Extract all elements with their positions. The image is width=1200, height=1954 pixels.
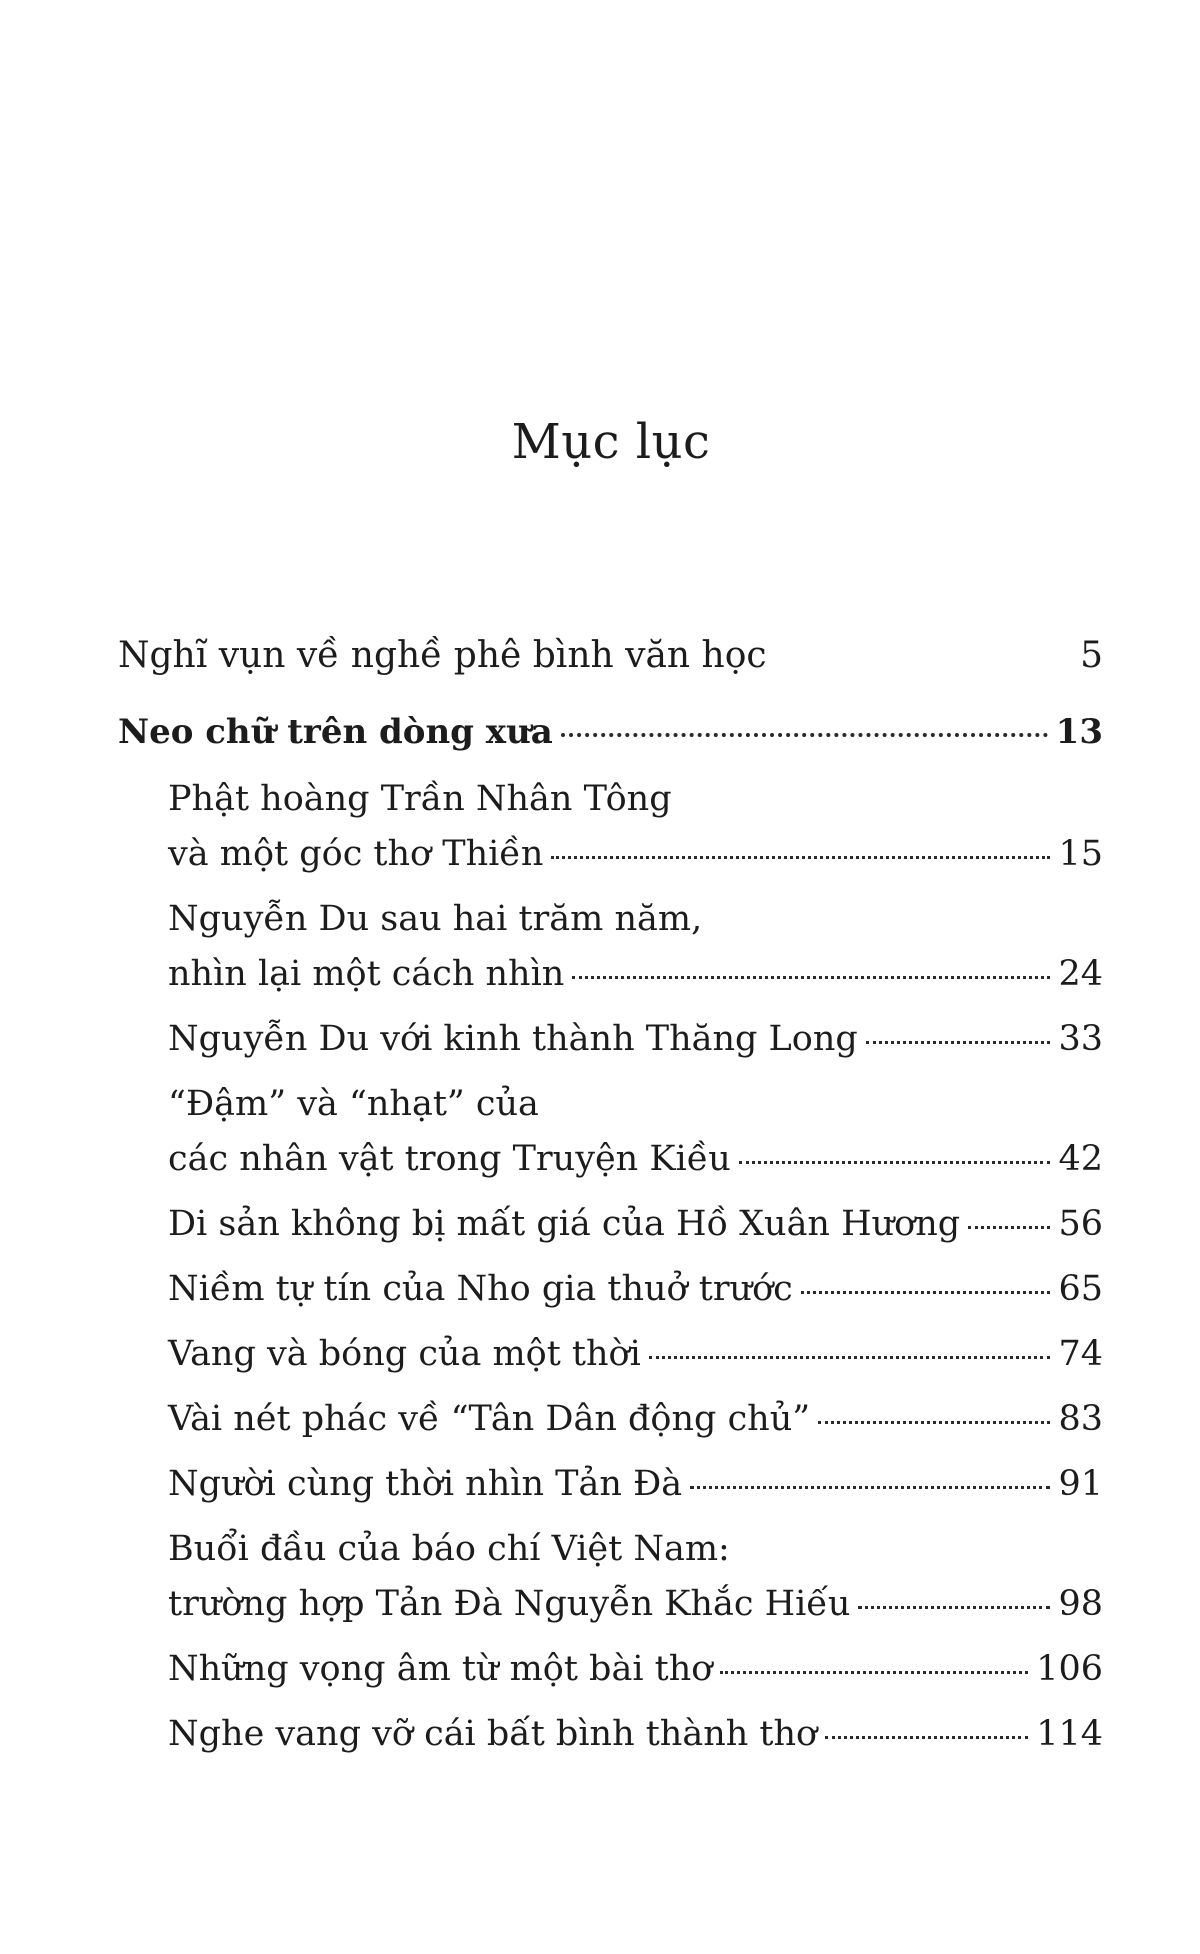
dot-leader	[866, 1041, 1051, 1044]
dot-leader	[649, 1356, 1051, 1359]
toc-entry-title: Người cùng thời nhìn Tản Đà	[168, 1464, 683, 1504]
dot-leader	[739, 1161, 1051, 1164]
dot-leader	[690, 1486, 1050, 1489]
toc-entry-title: trường hợp Tản Đà Nguyễn Khắc Hiếu	[168, 1584, 851, 1624]
toc-entry-line	[168, 947, 1103, 1002]
toc-entry-title: Niềm tự tín của Nho gia thuở trước	[168, 1269, 793, 1309]
toc-entry	[118, 1012, 1103, 1067]
toc-entry	[118, 1197, 1103, 1252]
toc-entry-line	[168, 1642, 1103, 1697]
dot-leader	[818, 1421, 1050, 1424]
toc-page-number: 91	[1058, 1464, 1103, 1504]
toc-entry-title: Vài nét phác về “Tân Dân động chủ”	[168, 1399, 811, 1439]
dot-leader	[572, 976, 1050, 979]
toc-entry	[118, 1707, 1103, 1762]
toc-entry	[118, 705, 1103, 760]
toc-entry-title: Nguyễn Du sau hai trăm năm,	[168, 899, 703, 939]
toc-entry-title: Di sản không bị mất giá của Hồ Xuân Hương	[168, 1204, 961, 1244]
toc-entry-title: và một góc thơ Thiền	[168, 834, 544, 874]
toc-entry-title: Nghĩ vụn về nghề phê bình văn học	[118, 635, 767, 676]
toc-entry-line	[168, 1327, 1103, 1382]
toc-page-number: 74	[1058, 1334, 1103, 1374]
page-title: Mục lục	[511, 414, 711, 470]
dot-leader	[968, 1226, 1050, 1229]
toc-page-number: 106	[1036, 1649, 1103, 1689]
toc-entry	[118, 1642, 1103, 1697]
toc-entry-line	[168, 1457, 1103, 1512]
toc-entry-line	[168, 1392, 1103, 1447]
dot-leader	[720, 1671, 1028, 1674]
toc-entry-line	[168, 1197, 1103, 1252]
dot-leader	[825, 1736, 1028, 1739]
toc-page-number: 24	[1058, 954, 1103, 994]
toc-entry-title: Phật hoàng Trần Nhân Tông	[168, 779, 672, 819]
toc-entry-title: “Đậm” và “nhạt” của	[168, 1084, 539, 1124]
toc-entry-line	[168, 1577, 1103, 1632]
toc-page-number: 83	[1058, 1399, 1103, 1439]
toc-entry	[118, 772, 1103, 882]
toc-entry-title: Nghe vang vỡ cái bất bình thành thơ	[168, 1714, 818, 1754]
toc-entry-title: nhìn lại một cách nhìn	[168, 954, 565, 994]
dot-leader	[551, 856, 1050, 859]
toc-entry	[118, 892, 1103, 1002]
toc-entry	[118, 1457, 1103, 1512]
toc-page-number: 65	[1058, 1269, 1103, 1309]
toc-page-number: 56	[1058, 1204, 1103, 1244]
dot-leader	[858, 1606, 1050, 1609]
toc-page-number: 15	[1058, 834, 1103, 874]
toc-entry-title: Những vọng âm từ một bài thơ	[168, 1649, 713, 1689]
toc-entry	[118, 1262, 1103, 1317]
toc-entry-line	[168, 892, 1103, 947]
toc-page-number: 42	[1058, 1139, 1103, 1179]
toc-entry-title: Vang và bóng của một thời	[168, 1334, 641, 1374]
toc-entry	[118, 1392, 1103, 1447]
toc-entry-title: các nhân vật trong Truyện Kiều	[168, 1139, 731, 1179]
toc-entry-line	[168, 1077, 1103, 1132]
toc-entry-line	[168, 1707, 1103, 1762]
toc-entry-line	[168, 1012, 1103, 1067]
toc-entry-line	[168, 1132, 1103, 1187]
toc-entry-line	[168, 772, 1103, 827]
toc-entry-line	[168, 1522, 1103, 1577]
toc-page-number: 5	[1080, 635, 1103, 676]
dot-leader	[561, 733, 1048, 737]
toc-entry-line	[168, 1262, 1103, 1317]
toc-entry-title: Neo chữ trên dòng xưa	[118, 712, 553, 752]
toc-page-number: 13	[1055, 712, 1103, 752]
toc-entry-title: Buổi đầu của báo chí Việt Nam:	[168, 1529, 730, 1569]
toc-entry-line	[118, 705, 1103, 760]
toc-entry	[118, 1077, 1103, 1187]
dot-leader	[801, 1291, 1051, 1294]
toc-entry	[118, 1522, 1103, 1632]
toc-entry-title: Nguyễn Du với kinh thành Thăng Long	[168, 1019, 858, 1059]
table-of-contents	[118, 628, 1103, 1772]
toc-entry	[118, 628, 1103, 683]
toc-entry-line	[118, 628, 1103, 683]
toc-entry	[118, 1327, 1103, 1382]
toc-page-number: 98	[1058, 1584, 1103, 1624]
toc-page-number: 114	[1036, 1714, 1103, 1754]
toc-entry-line	[168, 827, 1103, 882]
toc-page-number: 33	[1058, 1019, 1103, 1059]
